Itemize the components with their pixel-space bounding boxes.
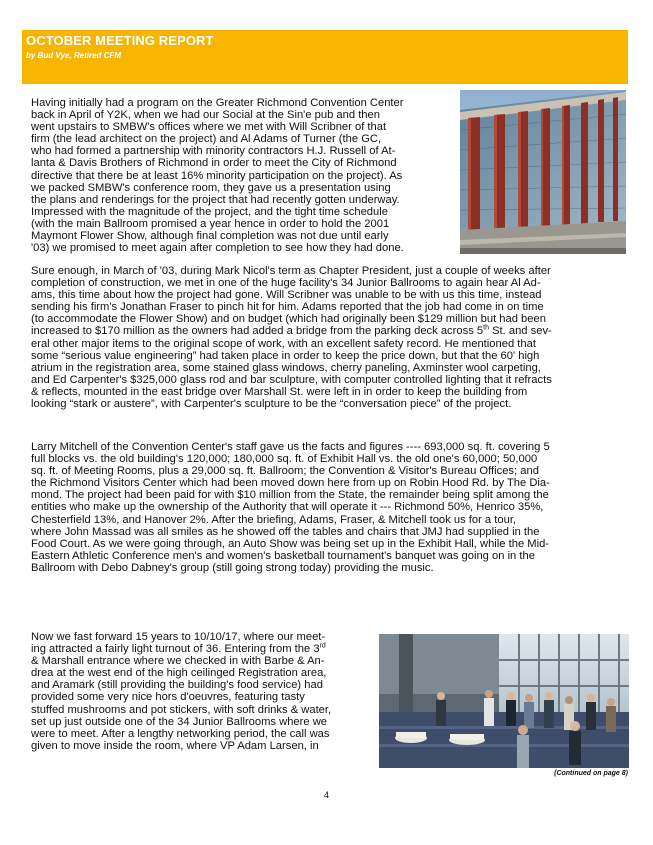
text-line: atrium in the registration area, some stained glass windows, cherry paneling, Axminster wool carpeting,: [31, 361, 541, 374]
text-line: where John Massad was all smiles as he showed off the tables and chairs that JMJ had supplied in the: [31, 525, 540, 538]
text-line: firm (the lead architect on the project) and Al Adams of Turner (the GC,: [31, 133, 382, 146]
networking-reception-illustration: [379, 634, 629, 768]
text-line: set up just outside one of the 34 Junior Ballrooms where we: [31, 715, 328, 728]
text-line: and Ed Carpenter's $325,000 glass rod and bar sculpture, with computer controlled lighting that it refracts: [31, 373, 552, 386]
text-line: we packed SMBW's conference room, they gave us a presentation using: [31, 181, 391, 194]
text-line: full blocks vs. the old building's 120,000; 180,000 sq. ft. of Exhibit Hall vs. the old one's 60,000; 50,000: [31, 453, 538, 466]
text-line: (to accommodate the Flower Show) and on budget (which had originally been $129 million but had been: [31, 313, 546, 326]
article-header: [22, 30, 628, 84]
text-line: completion of construction, we met in one of the huge facility's 34 Junior Ballrooms to again hear Al Ad-: [31, 277, 541, 290]
text-line: (with the main Ballroom promised a year hence in order to hold the 2001: [31, 217, 390, 230]
text-line: Sure enough, in March of '03, during Mark Nicol's term as Chapter President, just a couple of weeks after: [31, 265, 551, 277]
text-line: Food Court. As we were going through, an Auto Show was being set up in the Exhibit Hall, while the Mid-: [31, 537, 550, 550]
text-line: stuffed mushrooms and pot stickers, with soft drinks & water,: [31, 703, 332, 716]
text-line: Maymont Flower Show, although final completion was not due until early: [31, 230, 389, 243]
text-line: Larry Mitchell of the Convention Center's staff gave us the facts and figures ---- 693,000 sq. ft. covering 5: [31, 441, 550, 453]
superscript: th: [483, 324, 489, 332]
text-line: the Richmond Visitors Center which had been moved down here from up on Robin Hood Rd. by The Dia-: [31, 477, 550, 490]
text-line: Impressed with the magnitude of the project, and the tight time schedule: [31, 205, 388, 218]
article-byline: by Bud Vye, Retired CFM: [26, 51, 121, 60]
text-line: [31, 643, 376, 655]
convention-center-exterior-photo: [460, 90, 626, 254]
convention-center-exterior-illustration: [460, 90, 626, 254]
text-line: some “serious value engineering” had taken place in order to keep the price down, but that the 60' high: [31, 349, 540, 362]
text-line: mond. The project had been paid for with $10 million from the State, the remainder being split among the: [31, 489, 549, 502]
text-line: sq. ft. of Meeting Rooms, plus a 29,000 sq. ft. Ballroom; the Convention & Visitor's Bureau Offices; and: [31, 465, 539, 478]
text-line: looking “stark or austere”, with Carpenter's sculpture to be the “conversation piece” of the project.: [31, 398, 512, 411]
text-line: drea at the west end of the high ceilinged Registration area,: [31, 667, 327, 680]
text-line: were to meet. After a lengthy networking period, the call was: [31, 727, 330, 740]
text-line: and Aramark (still providing the building's food service) had: [31, 679, 323, 692]
text-line: the plans and renderings for the project that had recently gotten underway.: [31, 193, 400, 206]
text-line: [31, 325, 628, 337]
text-line: Ballroom with Debo Dabney's group (still going strong today) providing the music.: [31, 561, 434, 574]
text-line: went upstairs to SMBW's offices where we met with Will Scribner of that: [31, 121, 387, 134]
article-paragraph-1: [31, 97, 456, 254]
text-line: who had formed a partnership with minority contractors H.J. Russell of At-: [31, 145, 396, 158]
text-fragment: St. and sev-: [488, 325, 552, 338]
text-line: lanta & Davis Brothers of Richmond in order to meet the City of Richmond: [31, 157, 397, 170]
text-line: sending his firm's Jonathan Fraser to pinch hit for him. Adams reported that the job had come in on time: [31, 301, 544, 314]
text-line: given to move inside the room, where VP Adam Larsen, in: [31, 739, 319, 752]
article-paragraph-4: [31, 631, 376, 752]
text-line: back in April of Y2K, when we had our Social at the Sin'e pub and then: [31, 109, 380, 122]
article-title: OCTOBER MEETING REPORT: [26, 33, 214, 48]
text-line: & reflects, mounted in the east bridge over Marshall St. were left in in order to keep the building from: [31, 385, 528, 398]
article-paragraph-3: [31, 441, 628, 574]
text-fragment: increased to $170 million as the owners had added a bridge from the parking deck across 5: [31, 325, 484, 338]
text-line: Having initially had a program on the Greater Richmond Convention Center: [31, 97, 404, 109]
text-line: provided some very nice hors d'oeuvres, featuring tasty: [31, 691, 305, 704]
superscript: rd: [319, 642, 326, 650]
page-number: 4: [323, 790, 329, 800]
text-line: '03) we promised to meet again after completion to see how they had done.: [31, 242, 404, 255]
text-line: Now we fast forward 15 years to 10/10/17, where our meet-: [31, 631, 326, 643]
continued-note: (Continued on page 8): [554, 770, 628, 777]
text-fragment: ing attracted a fairly light turnout of 36. Entering from the 3: [31, 643, 320, 656]
text-line: Chesterfield 13%, and Hanover 2%. After the briefing, Adams, Fraser, & Mitchell took us for a tour,: [31, 513, 517, 526]
text-line: eral other major items to the original scope of work, with an excellent safety record. He mentioned that: [31, 337, 536, 350]
text-line: Eastern Athletic Conference men's and women's basketball tournament's banquet was going on in the: [31, 549, 535, 562]
text-line: ams, this time about how the project had gone. Will Scribner was unable to be with us this time, instead: [31, 289, 542, 302]
networking-reception-photo: [379, 634, 629, 768]
text-line: directive that there be at least 16% minority participation on the project). As: [31, 169, 403, 182]
article-paragraph-2: [31, 265, 628, 410]
text-line: & Marshall entrance where we checked in with Barbe & An-: [31, 655, 325, 668]
text-line: entities who make up the ownership of the Authority that will operate it --- Richmond 50%, Henrico 35%,: [31, 501, 544, 514]
